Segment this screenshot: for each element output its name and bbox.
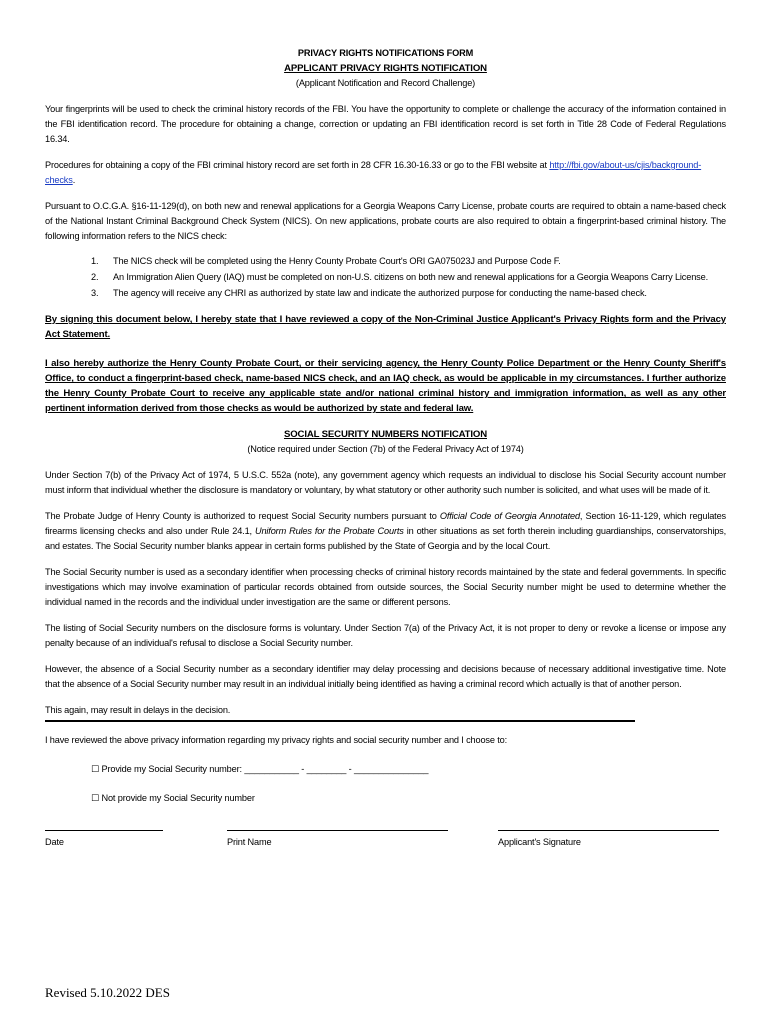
form-subtitle: APPLICANT PRIVACY RIGHTS NOTIFICATION [284,63,487,74]
revision-footer: Revised 5.10.2022 DES [45,985,170,1000]
date-label: Date [45,837,64,847]
signature-field[interactable] [498,820,719,850]
fbi-procedures-end: . [72,175,76,185]
ocga-paragraph: Pursuant to O.C.G.A. §16-11-129(d), on both new and renewal applications for a Georgia Weapons Carry License, probate courts are required to obtain a name-based check of the National Instant Criminal Background Check System (NICS). On new applications, probate courts are also required to obtain a fingerprint-based criminal history. The following information refers to the NICS check: [45,201,726,241]
ssn-note: (Notice required under Section (7b) of the Federal Privacy Act of 1974) [247,444,524,454]
print-name-label: Print Name [227,837,272,847]
form-title: PRIVACY RIGHTS NOTIFICATIONS FORM [297,48,474,58]
fingerprint-paragraph: Your fingerprints will be used to check the criminal history records of the FBI. You have the opportunity to complete or challenge the accuracy of the information contained in the FBI identification record. The procedure for obtaining a change, correction or updating an FBI identification record is set forth in Title 28 Code of Federal Regulations 16.34. [45,104,726,144]
authorization-statement: I also hereby authorize the Henry County Probate Court, or their servicing agency, the Henry County Police Department or the Henry County Sheriff's Office, to conduct a fingerprint-based check, name-based NICS check, and an IAQ check, as would be applicable in my circumstances. I further authorize the Henry County Probate Court to receive any applicable state and/or national criminal history and immigration information, as well as any other pertinent information derived from those checks as would be authorized by state and federal law. [45,358,726,414]
not-provide-ssn-option[interactable]: ☐ Not provide my Social Security number [91,793,255,803]
ssn-paragraph-1: Under Section 7(b) of the Privacy Act of 1974, 5 U.S.C. 552a (note), any government agency which requests an individual to disclose his Social Security account number must inform that individual whether the disclosure is mandatory or voluntary, by what statutory or other authority such number is solicited, and what uses will be made of it. [45,470,726,495]
signature-line[interactable] [498,820,719,831]
choice-intro: I have reviewed the above privacy information regarding my privacy rights and social security number and I choose to: [45,735,507,745]
ssn-paragraph-2: The Probate Judge of Henry County is authorized to request Social Security numbers pursuant to Official Code of Georgia Annotated, Section 16-11-129, which regulates firearms licensing checks and also under Rule 24.1, Uniform Rules for the Probate Courts in other situations as set forth therein including guardianships, conservatorships, and estates. The Social Security number blanks appear in certain forms published by the State of Georgia and by the local Court. [45,511,727,551]
ssn-paragraph-4: The listing of Social Security numbers on the disclosure forms is voluntary. Under Section 7(a) of the Privacy Act, it is not proper to deny or revoke a license or impose any penalty because of an individual's refusal to disclose a Social Security number. [45,623,726,648]
ssn-paragraph-6: This again, may result in delays in the decision. [45,705,231,715]
print-name-field[interactable] [227,820,448,850]
date-field[interactable] [45,820,163,850]
provide-ssn-option[interactable]: ☐ Provide my Social Security number: ___________ - ________ - _______________ [91,764,429,774]
ssn-paragraph-3: The Social Security number is used as a secondary identifier when processing checks of criminal history records maintained by the state and federal governments. In specific investigations which may involve examination of particular records obtained from outside sources, the Social Security number might be used to determine whether the individual named in the records and the individual under investigation are the same or different persons. [45,567,726,607]
list-item: 3. The agency will receive any CHRI as authorized by state law and indicate the authorized purpose for conducting the name-based check. [91,288,647,298]
privacy-rights-form [45,46,726,854]
signature-row [45,820,726,854]
print-name-line[interactable] [227,820,448,831]
fbi-procedures-paragraph [45,158,726,188]
ssn-paragraph-5: However, the absence of a Social Security number as a secondary identifier may delay processing and decisions because of necessary additional investigative time. Note that the absence of a Social Security number may result in an individual initially being identified as having a criminal record which actually is that of another person. [45,664,726,689]
form-subtitle-note: (Applicant Notification and Record Challenge) [295,78,476,88]
fbi-procedures-text: Procedures for obtaining a copy of the FBI criminal history record are set forth in 28 CFR 16.30-16.33 or go to the FBI website at [45,160,550,170]
date-line[interactable] [45,820,163,831]
ssn-title: SOCIAL SECURITY NUMBERS NOTIFICATION [283,429,487,440]
list-item: 2. An Immigration Alien Query (IAQ) must be completed on non-U.S. citizens on both new and renewal applications for a Georgia Weapons Carry License. [91,272,708,282]
nics-steps-list [45,253,726,301]
fbi-website-link[interactable]: http://fbi.gov/about-us/cjis/background-checks [45,160,702,185]
signature-label: Applicant's Signature [498,837,581,847]
list-item: 1. The NICS check will be completed using the Henry County Probate Court's ORI GA075023J and Purpose Code F. [91,256,561,266]
review-statement: By signing this document below, I hereby state that I have reviewed a copy of the Non-Criminal Justice Applicant's Privacy Rights form and the Privacy Act Statement. [45,314,726,340]
